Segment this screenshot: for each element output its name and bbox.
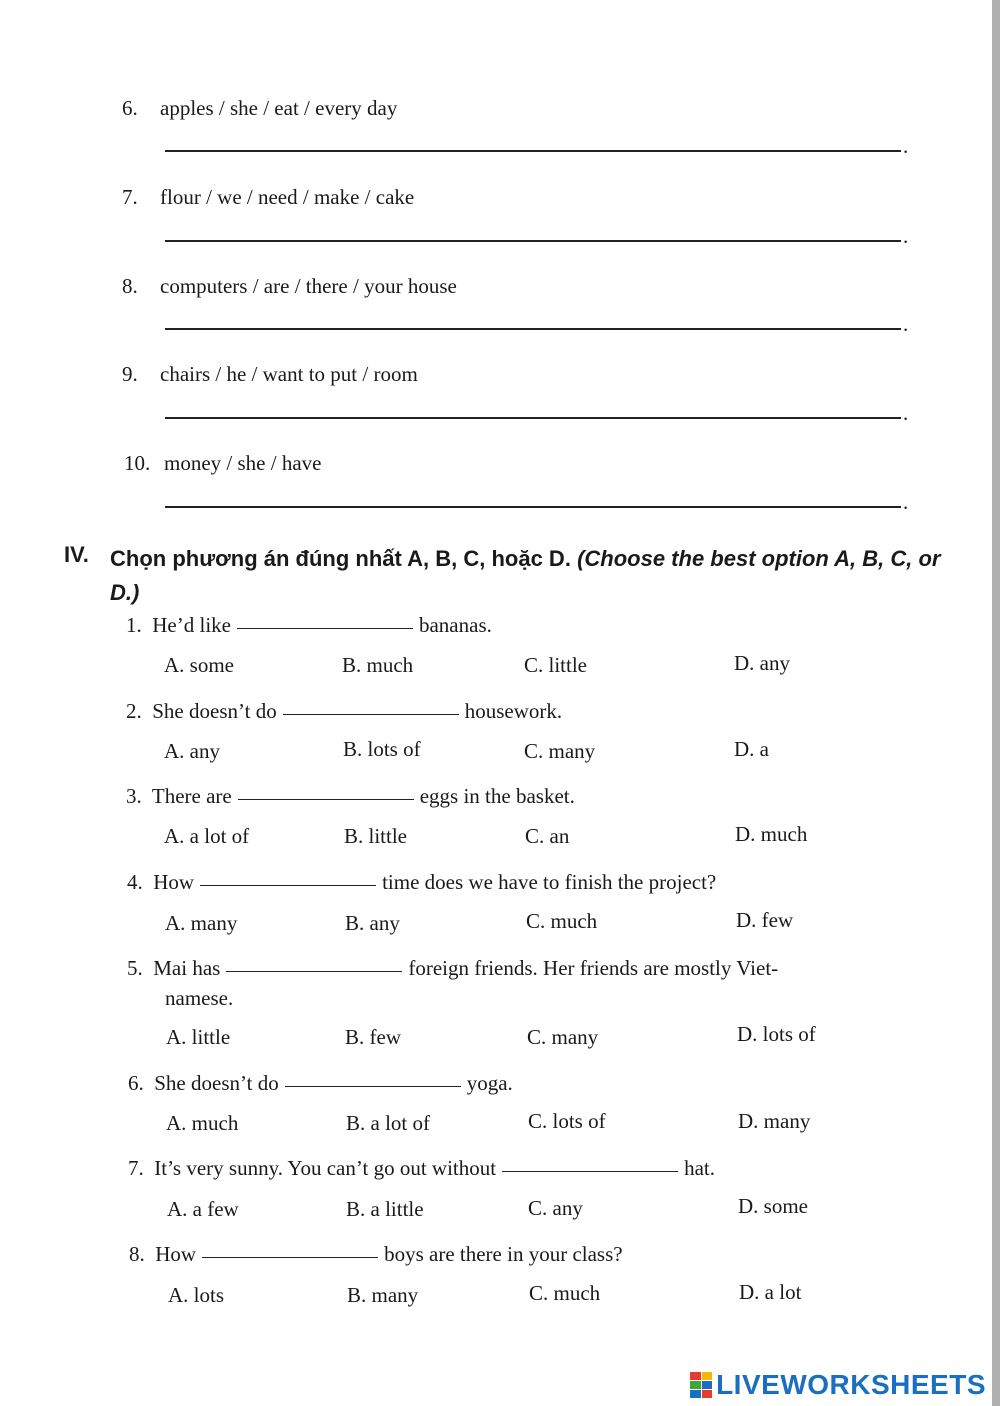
item-number: 7. xyxy=(122,185,138,209)
question-text-before: How xyxy=(153,870,195,894)
option-d[interactable]: D. some xyxy=(738,1194,808,1218)
section-number: IV. xyxy=(64,542,89,567)
question-text-after: bananas. xyxy=(418,613,492,637)
answer-line[interactable] xyxy=(165,150,901,152)
option-c[interactable]: C. lots of xyxy=(528,1109,606,1133)
option-c[interactable]: C. many xyxy=(524,739,596,763)
question-stem xyxy=(126,613,492,638)
option-b[interactable]: B. a lot of xyxy=(346,1111,430,1135)
question-stem xyxy=(129,1242,623,1267)
option-c[interactable]: C. little xyxy=(524,653,587,677)
answer-blank[interactable] xyxy=(238,799,414,800)
item-number: 10. xyxy=(124,451,151,475)
answer-blank[interactable] xyxy=(283,714,459,715)
answer-blank[interactable] xyxy=(200,885,376,886)
option-c[interactable]: C. much xyxy=(529,1281,601,1305)
question-text-before: She doesn’t do xyxy=(152,699,277,723)
question-text-before: There are xyxy=(151,784,232,808)
item-prompt: chairs / he / want to put / room xyxy=(160,362,418,386)
item-prompt: money / she / have xyxy=(164,451,322,475)
question-text-after: foreign friends. Her friends are mostly Viet- xyxy=(408,956,779,980)
item-number: 9. xyxy=(122,362,138,386)
option-a[interactable]: A. lots xyxy=(168,1283,225,1307)
item-number: 6. xyxy=(122,96,138,120)
option-b[interactable]: B. many xyxy=(347,1283,419,1307)
line-end-dot: . xyxy=(903,490,909,514)
question-number: 6. xyxy=(128,1071,144,1095)
item-number: 8. xyxy=(122,274,138,298)
line-end-dot: . xyxy=(903,312,909,336)
question-number: 4. xyxy=(127,870,143,894)
question-stem xyxy=(126,784,575,809)
question-number: 7. xyxy=(128,1156,144,1180)
question-text-before: She doesn’t do xyxy=(154,1071,279,1095)
answer-line[interactable] xyxy=(165,506,901,508)
question-text-after: yoga. xyxy=(466,1071,513,1095)
option-b[interactable]: B. little xyxy=(344,824,407,848)
answer-line[interactable] xyxy=(165,417,901,419)
question-text-after: time does we have to finish the project? xyxy=(382,870,717,894)
option-d[interactable]: D. much xyxy=(735,822,808,846)
option-d[interactable]: D. any xyxy=(734,651,790,675)
option-d[interactable]: D. a xyxy=(734,737,769,761)
question-number: 5. xyxy=(127,956,143,980)
question-number: 3. xyxy=(126,784,142,808)
option-a[interactable]: A. much xyxy=(166,1111,239,1135)
liveworksheets-text: LIVEWORKSHEETS xyxy=(716,1369,986,1400)
answer-blank[interactable] xyxy=(226,971,402,972)
option-a[interactable]: A. a few xyxy=(167,1197,239,1221)
option-c[interactable]: C. much xyxy=(526,909,598,933)
line-end-dot: . xyxy=(903,224,909,248)
question-text-before: He’d like xyxy=(152,613,231,637)
question-text-after: eggs in the basket. xyxy=(419,784,575,808)
option-b[interactable]: B. any xyxy=(345,911,400,935)
question-stem xyxy=(127,870,716,895)
option-c[interactable]: C. an xyxy=(525,824,570,848)
section-title-vi: Chọn phương án đúng nhất A, B, C, hoặc D. xyxy=(110,546,571,571)
question-text-before: Mai has xyxy=(153,956,221,980)
option-d[interactable]: D. a lot xyxy=(739,1280,802,1304)
option-d[interactable]: D. few xyxy=(736,908,794,932)
liveworksheets-logo xyxy=(690,1368,986,1402)
option-d[interactable]: D. many xyxy=(738,1109,811,1133)
question-number: 1. xyxy=(126,613,142,637)
section-title xyxy=(110,542,950,610)
option-c[interactable]: C. many xyxy=(527,1025,599,1049)
question-text-after: hat. xyxy=(684,1156,715,1180)
option-b[interactable]: B. lots of xyxy=(343,737,421,761)
answer-blank[interactable] xyxy=(237,628,413,629)
option-b[interactable]: B. few xyxy=(345,1025,401,1049)
question-text-after: boys are there in your class? xyxy=(384,1242,623,1266)
scan-edge xyxy=(992,0,1000,1406)
question-stem xyxy=(126,699,562,724)
question-text-after: housework. xyxy=(464,699,563,723)
option-c[interactable]: C. any xyxy=(528,1196,583,1220)
question-stem xyxy=(127,956,778,981)
option-a[interactable]: A. some xyxy=(164,653,234,677)
liveworksheets-icon xyxy=(690,1372,712,1398)
question-number: 2. xyxy=(126,699,142,723)
answer-blank[interactable] xyxy=(502,1171,678,1172)
option-a[interactable]: A. a lot of xyxy=(164,824,250,848)
section-title-en: (Choose the best option A, B, C, or D.) xyxy=(110,546,941,605)
item-prompt: flour / we / need / make / cake xyxy=(160,185,415,209)
option-b[interactable]: B. a little xyxy=(346,1197,424,1221)
option-d[interactable]: D. lots of xyxy=(737,1022,816,1046)
question-text-before: How xyxy=(155,1242,197,1266)
item-prompt: computers / are / there / your house xyxy=(160,274,457,298)
answer-line[interactable] xyxy=(165,328,901,330)
question-text-continuation: namese. xyxy=(165,986,234,1010)
answer-blank[interactable] xyxy=(285,1086,461,1087)
option-b[interactable]: B. much xyxy=(342,653,414,677)
answer-line[interactable] xyxy=(165,240,901,242)
item-prompt: apples / she / eat / every day xyxy=(160,96,398,120)
option-a[interactable]: A. little xyxy=(166,1025,231,1049)
line-end-dot: . xyxy=(903,134,909,158)
answer-blank[interactable] xyxy=(202,1257,378,1258)
option-a[interactable]: A. any xyxy=(164,739,220,763)
question-stem xyxy=(128,1156,715,1181)
question-stem xyxy=(128,1071,513,1096)
option-a[interactable]: A. many xyxy=(165,911,238,935)
question-number: 8. xyxy=(129,1242,145,1266)
line-end-dot: . xyxy=(903,401,909,425)
question-text-before: It’s very sunny. You can’t go out without xyxy=(154,1156,497,1180)
